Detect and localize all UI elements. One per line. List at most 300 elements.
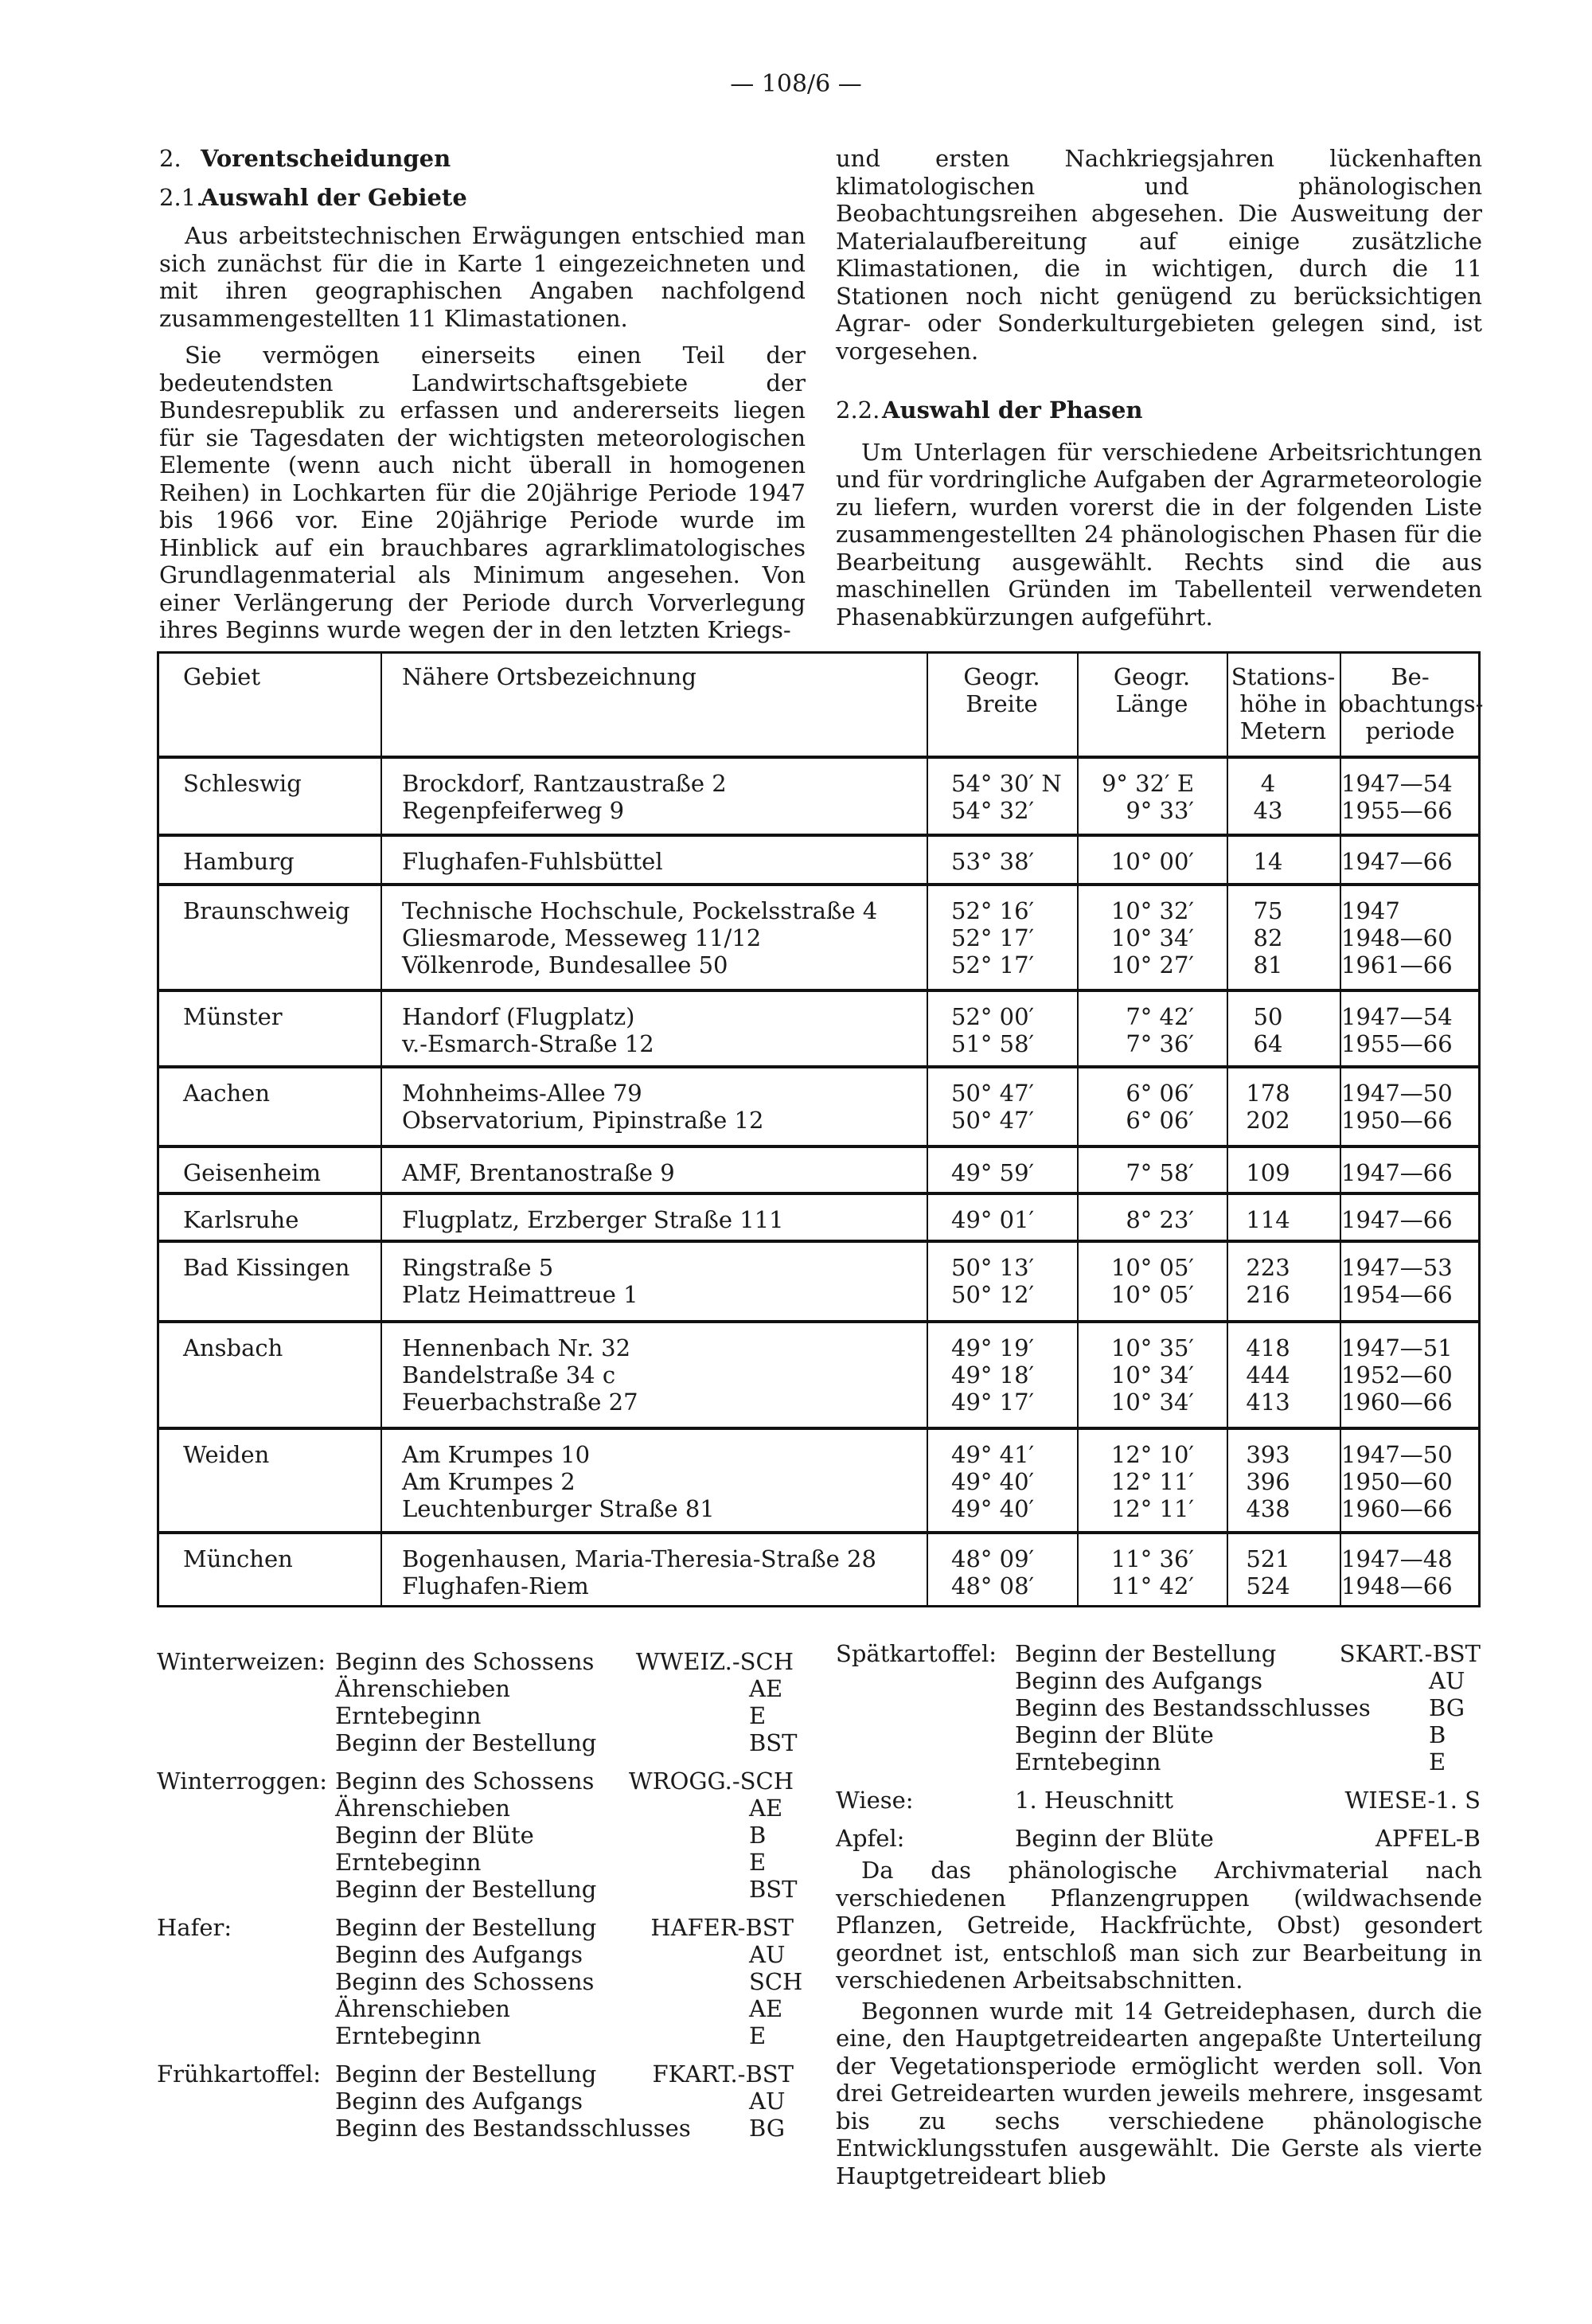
cell-periode-line: 1947—66 bbox=[1341, 1159, 1453, 1186]
cell-ortsbezeichnung-line: Technische Hochschule, Pockelsstraße 4 bbox=[402, 897, 878, 924]
phase-row bbox=[157, 1968, 802, 1995]
cell-breite bbox=[951, 770, 1062, 824]
cell-ortsbezeichnung bbox=[402, 1206, 784, 1233]
cell-periode-line: 1960—66 bbox=[1341, 1389, 1453, 1416]
cell-laenge-line: 10° 34′ bbox=[1110, 924, 1194, 951]
crop-label: Winterroggen: bbox=[157, 1767, 327, 1795]
cell-breite-line: 52° 00′ bbox=[951, 1003, 1035, 1030]
phase-row bbox=[157, 1876, 802, 1903]
phase-row bbox=[836, 1825, 1482, 1852]
cell-periode-line: 1952—60 bbox=[1341, 1361, 1453, 1389]
crop-label: Winterweizen: bbox=[157, 1648, 326, 1675]
phase-abbreviation: B bbox=[1429, 1721, 1446, 1748]
cell-stationshoehe-line: 393 bbox=[1246, 1441, 1290, 1468]
phase-name: Beginn der Bestellung bbox=[335, 2060, 597, 2088]
cell-stationshoehe bbox=[1228, 1254, 1308, 1308]
cell-periode-line: 1948—66 bbox=[1341, 1572, 1453, 1599]
cell-breite bbox=[951, 1080, 1059, 1134]
cell-breite-line: 49° 40′ bbox=[951, 1468, 1035, 1495]
phase-name: Beginn der Bestellung bbox=[335, 1914, 597, 1941]
row-divider bbox=[159, 1320, 1478, 1323]
phase-abbreviation: E bbox=[749, 1702, 767, 1729]
cell-stationshoehe bbox=[1228, 1003, 1308, 1057]
cell-periode-line: 1947—50 bbox=[1341, 1080, 1453, 1107]
cell-ortsbezeichnung-line: Am Krumpes 2 bbox=[402, 1468, 576, 1495]
cell-stationshoehe-line: 82 bbox=[1253, 924, 1283, 951]
cell-laenge-line: 10° 00′ bbox=[1110, 848, 1194, 875]
subsection-title: Auswahl der Phasen bbox=[882, 396, 1143, 424]
cell-stationshoehe-line: 4 bbox=[1260, 770, 1276, 797]
phase-abbreviation: AE bbox=[749, 1995, 783, 2022]
crop-label: Wiese: bbox=[836, 1787, 914, 1814]
cell-breite-line: 49° 41′ bbox=[951, 1441, 1035, 1468]
cell-stationshoehe bbox=[1228, 1080, 1308, 1134]
phase-name: Beginn der Blüte bbox=[1015, 1721, 1214, 1748]
cell-periode-line: 1947—53 bbox=[1341, 1254, 1453, 1281]
cell-breite bbox=[951, 1334, 1059, 1416]
cell-breite-line: 50° 13′ bbox=[951, 1254, 1035, 1281]
cell-periode bbox=[1341, 1545, 1477, 1599]
phase-name: Ährenschieben bbox=[335, 1995, 510, 2022]
subsection-number: 2.2. bbox=[836, 396, 880, 424]
cell-periode-line: 1955—66 bbox=[1341, 1030, 1453, 1057]
right-column-bottom-text bbox=[836, 1857, 1482, 2189]
row-divider bbox=[159, 1427, 1478, 1430]
cell-stationshoehe-line: 223 bbox=[1246, 1254, 1290, 1281]
cell-periode-line: 1948—60 bbox=[1341, 924, 1453, 951]
row-divider bbox=[159, 756, 1478, 759]
cell-ortsbezeichnung-line: Handorf (Flugplatz) bbox=[402, 1003, 635, 1030]
cell-breite bbox=[951, 897, 1059, 978]
cell-laenge bbox=[1083, 1334, 1194, 1416]
row-divider bbox=[159, 1145, 1478, 1148]
phase-row bbox=[157, 2088, 802, 2115]
cell-ortsbezeichnung bbox=[402, 1159, 675, 1186]
cell-stationshoehe bbox=[1228, 1159, 1308, 1186]
cell-laenge bbox=[1083, 770, 1194, 824]
subsection-heading-2-2 bbox=[836, 396, 1482, 424]
phase-row bbox=[157, 1822, 802, 1849]
cell-laenge-line: 6° 06′ bbox=[1126, 1107, 1194, 1134]
cell-gebiet-line: München bbox=[183, 1545, 293, 1572]
phase-row bbox=[157, 1795, 802, 1822]
phase-abbreviation: E bbox=[1429, 1748, 1446, 1775]
cell-periode bbox=[1341, 1159, 1477, 1186]
cell-gebiet bbox=[183, 1545, 293, 1572]
column-divider bbox=[380, 654, 382, 1605]
phase-name: Erntebeginn bbox=[335, 2022, 482, 2049]
phase-row bbox=[157, 1995, 802, 2022]
cell-breite-line: 49° 18′ bbox=[951, 1361, 1035, 1389]
phase-abbreviation: AE bbox=[749, 1795, 783, 1822]
cell-gebiet bbox=[183, 1254, 349, 1281]
subsection-title: Auswahl der Gebiete bbox=[201, 183, 467, 211]
phase-abbreviation: AU bbox=[1429, 1667, 1465, 1694]
cell-periode bbox=[1341, 1003, 1477, 1057]
phase-name: Beginn des Aufgangs bbox=[335, 1941, 583, 1968]
cell-stationshoehe bbox=[1228, 1206, 1308, 1233]
cell-gebiet-line: Aachen bbox=[183, 1080, 270, 1107]
cell-laenge-line: 10° 34′ bbox=[1110, 1361, 1194, 1389]
cell-breite-line: 50° 12′ bbox=[951, 1281, 1035, 1308]
phase-row bbox=[836, 1721, 1482, 1748]
crop-label: Spätkartoffel: bbox=[836, 1640, 997, 1667]
phase-row bbox=[157, 1675, 802, 1702]
cell-gebiet bbox=[183, 848, 295, 875]
phase-abbreviation: WROGG.-SCH bbox=[628, 1767, 794, 1795]
phase-abbreviation: E bbox=[749, 1849, 767, 1876]
station-table bbox=[157, 651, 1484, 1607]
cell-stationshoehe-line: 202 bbox=[1246, 1107, 1290, 1134]
header-breite: Geogr. Breite bbox=[963, 663, 1040, 717]
phase-row bbox=[157, 1648, 802, 1675]
cell-ortsbezeichnung bbox=[402, 1441, 715, 1522]
cell-periode-line: 1950—66 bbox=[1341, 1107, 1453, 1134]
section-heading bbox=[159, 145, 806, 173]
cell-gebiet-line: Hamburg bbox=[183, 848, 295, 875]
cell-stationshoehe-line: 413 bbox=[1246, 1389, 1290, 1416]
paragraph: Sie vermögen einerseits einen Teil der bedeutendsten Landwirtschaftsgebiete der Bundesrepublik zu erfassen und andererseits liegen für sie Tagesdaten der wichtigsten meteorologischen Elemente (wenn auch nicht überall in homogenen Reihen) in Lochkarten für die 20jährige Periode 1947 bis 1966 vor. Eine 20jährige Periode wurde im Hinblick auf ein brauchbares agrarklimatologisches Grundlagenmaterial als Minimum angesehen. Von einer Verlängerung der Periode durch Vorverlegung ihres Beginns wurde wegen der in den letzten Kriegs- bbox=[159, 342, 806, 643]
phase-abbreviation: SKART.-BST bbox=[1339, 1640, 1481, 1667]
cell-laenge-line: 7° 36′ bbox=[1126, 1030, 1194, 1057]
cell-stationshoehe-line: 444 bbox=[1246, 1361, 1290, 1389]
phase-name: Beginn des Aufgangs bbox=[1015, 1667, 1263, 1694]
cell-laenge bbox=[1083, 848, 1194, 875]
cell-gebiet-line: Ansbach bbox=[183, 1334, 283, 1361]
cell-laenge-line: 11° 36′ bbox=[1110, 1545, 1194, 1572]
cell-gebiet-line: Bad Kissingen bbox=[183, 1254, 350, 1281]
cell-stationshoehe-line: 14 bbox=[1253, 848, 1283, 875]
cell-gebiet-line: Weiden bbox=[183, 1441, 270, 1468]
header-ortsbezeichnung: Nähere Ortsbezeichnung bbox=[402, 663, 696, 690]
phase-row bbox=[836, 1694, 1482, 1721]
section-number: 2. bbox=[159, 145, 181, 172]
cell-laenge-line: 10° 27′ bbox=[1110, 951, 1194, 978]
cell-gebiet bbox=[183, 1334, 283, 1361]
cell-breite-line: 54° 32′ bbox=[951, 797, 1035, 824]
cell-stationshoehe-line: 396 bbox=[1246, 1468, 1290, 1495]
cell-ortsbezeichnung-line: Observatorium, Pipinstraße 12 bbox=[402, 1107, 764, 1134]
paragraph: Aus arbeitstechnischen Erwägungen entschied man sich zunächst für die in Karte 1 eingezeichneten und mit ihren geographischen Angaben nachfolgend zusammengestellten 11 Klimastationen. bbox=[159, 222, 806, 332]
paragraph: und ersten Nachkriegsjahren lückenhaften klimatologischen und phänologischen Beobachtungsreihen abgesehen. Die Ausweitung der Materialaufbereitung auf einige zusätzliche Klimastationen, die in wichtigen, durch die 11 Stationen noch nicht genügend zu berücksichtigen Agrar- oder Sonderkulturgebieten gelegen sind, ist vorgesehen. bbox=[836, 145, 1482, 365]
cell-stationshoehe bbox=[1228, 770, 1308, 824]
phase-abbreviation: AU bbox=[749, 2088, 786, 2115]
phase-name: Beginn der Bestellung bbox=[1015, 1640, 1277, 1667]
phase-abbreviation: BG bbox=[1429, 1694, 1465, 1721]
cell-stationshoehe-line: 75 bbox=[1253, 897, 1283, 924]
cell-laenge-line: 8° 23′ bbox=[1126, 1206, 1194, 1233]
phase-abbreviation: B bbox=[749, 1822, 767, 1849]
phase-row bbox=[836, 1640, 1482, 1667]
cell-breite bbox=[951, 1545, 1059, 1599]
cell-breite-line: 52° 17′ bbox=[951, 951, 1035, 978]
cell-ortsbezeichnung-line: Mohnheims-Allee 79 bbox=[402, 1080, 642, 1107]
phase-name: Beginn der Blüte bbox=[335, 1822, 534, 1849]
cell-ortsbezeichnung bbox=[402, 1334, 638, 1416]
cell-laenge bbox=[1083, 1159, 1194, 1186]
row-divider bbox=[159, 1531, 1478, 1534]
cell-breite bbox=[951, 1003, 1059, 1057]
cell-breite-line: 53° 38′ bbox=[951, 848, 1035, 875]
cell-stationshoehe bbox=[1228, 1441, 1308, 1522]
header-stationshoehe: Stations- höhe in Metern bbox=[1231, 663, 1336, 744]
crop-label: Hafer: bbox=[157, 1914, 232, 1941]
cell-ortsbezeichnung bbox=[402, 1003, 654, 1057]
phase-abbreviation: BST bbox=[749, 1729, 798, 1756]
cell-ortsbezeichnung bbox=[402, 897, 877, 978]
row-divider bbox=[159, 1240, 1478, 1243]
cell-stationshoehe-line: 521 bbox=[1246, 1545, 1290, 1572]
cell-ortsbezeichnung-line: Gliesmarode, Messeweg 11/12 bbox=[402, 924, 762, 951]
cell-periode bbox=[1341, 770, 1477, 824]
cell-stationshoehe-line: 178 bbox=[1246, 1080, 1290, 1107]
cell-ortsbezeichnung bbox=[402, 848, 663, 875]
cell-breite-line: 52° 16′ bbox=[951, 897, 1035, 924]
cell-stationshoehe bbox=[1228, 1334, 1308, 1416]
cell-stationshoehe-line: 81 bbox=[1253, 951, 1283, 978]
cell-laenge bbox=[1083, 1254, 1194, 1308]
phase-name: Beginn des Bestandsschlusses bbox=[335, 2115, 691, 2142]
right-column-text bbox=[836, 145, 1482, 631]
cell-gebiet bbox=[183, 1159, 321, 1186]
phase-name: Ährenschieben bbox=[335, 1675, 510, 1702]
cell-ortsbezeichnung bbox=[402, 1080, 763, 1134]
phase-abbreviation: SCH bbox=[749, 1968, 803, 1995]
cell-stationshoehe-line: 43 bbox=[1253, 797, 1283, 824]
cell-breite-line: 50° 47′ bbox=[951, 1107, 1035, 1134]
cell-periode-line: 1947—54 bbox=[1341, 770, 1453, 797]
cell-gebiet-line: Münster bbox=[183, 1003, 283, 1030]
cell-ortsbezeichnung-line: Völkenrode, Bundesallee 50 bbox=[402, 951, 728, 978]
phase-row bbox=[157, 1767, 802, 1795]
cell-laenge-line: 10° 05′ bbox=[1110, 1281, 1194, 1308]
cell-breite bbox=[951, 1441, 1059, 1522]
cell-laenge-line: 12° 10′ bbox=[1110, 1441, 1194, 1468]
phase-row bbox=[157, 1702, 802, 1729]
cell-laenge-line: 12° 11′ bbox=[1110, 1495, 1194, 1522]
cell-ortsbezeichnung-line: Bogenhausen, Maria-Theresia-Straße 28 bbox=[402, 1545, 876, 1572]
cell-ortsbezeichnung-line: Flughafen-Fuhlsbüttel bbox=[402, 848, 663, 875]
cell-gebiet bbox=[183, 1003, 283, 1030]
cell-gebiet-line: Geisenheim bbox=[183, 1159, 321, 1186]
cell-periode-line: 1947—48 bbox=[1341, 1545, 1453, 1572]
cell-ortsbezeichnung-line: Ringstraße 5 bbox=[402, 1254, 554, 1281]
cell-breite-line: 49° 59′ bbox=[951, 1159, 1035, 1186]
cell-breite-line: 54° 30′ N bbox=[951, 770, 1062, 797]
phase-row bbox=[157, 2115, 802, 2142]
cell-breite bbox=[951, 1254, 1059, 1308]
row-divider bbox=[159, 834, 1478, 837]
cell-breite-line: 49° 01′ bbox=[951, 1206, 1035, 1233]
cell-breite bbox=[951, 1206, 1059, 1233]
column-divider bbox=[1077, 654, 1079, 1605]
cell-laenge bbox=[1083, 1441, 1194, 1522]
cell-ortsbezeichnung-line: v.-Esmarch-Straße 12 bbox=[402, 1030, 654, 1057]
cell-gebiet bbox=[183, 1080, 270, 1107]
cell-ortsbezeichnung-line: Feuerbachstraße 27 bbox=[402, 1389, 638, 1416]
paragraph: Begonnen wurde mit 14 Getreidephasen, durch die eine, den Hauptgetreidearten angepaßte Unterteilung der Vegetationsperiode ermöglicht werden soll. Von drei Getreidearten wurden jeweils mehrere, insgesamt bis zu sechs verschiedene phänologische Entwicklungsstufen ausgewählt. Die Gerste als vierte Hauptgetreideart blieb bbox=[836, 1997, 1482, 2189]
cell-gebiet bbox=[183, 770, 302, 797]
cell-periode bbox=[1341, 1080, 1477, 1134]
phase-row bbox=[157, 1914, 802, 1941]
column-divider bbox=[927, 654, 928, 1605]
cell-periode-line: 1947—66 bbox=[1341, 1206, 1453, 1233]
cell-laenge-line: 9° 33′ bbox=[1126, 797, 1194, 824]
cell-laenge-line: 7° 42′ bbox=[1126, 1003, 1194, 1030]
cell-breite bbox=[951, 848, 1059, 875]
row-divider bbox=[159, 1065, 1478, 1068]
left-column-text bbox=[159, 145, 806, 644]
phase-row bbox=[836, 1787, 1482, 1814]
cell-periode-line: 1947 bbox=[1341, 897, 1400, 924]
phase-row bbox=[157, 1941, 802, 1968]
cell-breite-line: 49° 17′ bbox=[951, 1389, 1035, 1416]
phase-row bbox=[157, 1849, 802, 1876]
phase-name: Beginn der Bestellung bbox=[335, 1729, 597, 1756]
crop-label: Frühkartoffel: bbox=[157, 2060, 321, 2088]
cell-periode bbox=[1341, 848, 1477, 875]
cell-gebiet-line: Braunschweig bbox=[183, 897, 350, 924]
phase-row bbox=[836, 1748, 1482, 1775]
cell-ortsbezeichnung-line: Flughafen-Riem bbox=[402, 1572, 589, 1599]
cell-laenge-line: 10° 05′ bbox=[1110, 1254, 1194, 1281]
phase-list-right bbox=[836, 1640, 1482, 1852]
phase-abbreviation: E bbox=[749, 2022, 767, 2049]
row-divider bbox=[159, 1192, 1478, 1195]
phase-name: Ährenschieben bbox=[335, 1795, 510, 1822]
cell-stationshoehe-line: 438 bbox=[1246, 1495, 1290, 1522]
crop-label: Apfel: bbox=[836, 1825, 905, 1852]
paragraph: Da das phänologische Archivmaterial nach verschiedenen Pflanzengruppen (wildwachsende Pflanzen, Getreide, Hackfrüchte, Obst) gesondert geordnet ist, entschloß man sich zur Bearbeitung in verschiedenen Arbeitsabschnitten. bbox=[836, 1857, 1482, 1994]
cell-laenge-line: 11° 42′ bbox=[1110, 1572, 1194, 1599]
phase-row bbox=[157, 2022, 802, 2049]
header-beobachtungsperiode: Be- obachtungs- periode bbox=[1340, 663, 1484, 744]
cell-periode-line: 1947—66 bbox=[1341, 848, 1453, 875]
row-divider bbox=[159, 883, 1478, 886]
cell-gebiet-line: Schleswig bbox=[183, 770, 302, 797]
cell-periode-line: 1947—51 bbox=[1341, 1334, 1453, 1361]
cell-breite-line: 50° 47′ bbox=[951, 1080, 1035, 1107]
cell-ortsbezeichnung bbox=[402, 1545, 876, 1599]
cell-stationshoehe-line: 114 bbox=[1246, 1206, 1290, 1233]
section-title: Vorentscheidungen bbox=[201, 145, 451, 172]
cell-breite-line: 52° 17′ bbox=[951, 924, 1035, 951]
cell-ortsbezeichnung-line: Flugplatz, Erzberger Straße 111 bbox=[402, 1206, 784, 1233]
cell-stationshoehe-line: 64 bbox=[1253, 1030, 1283, 1057]
phase-name: Beginn des Schossens bbox=[335, 1767, 595, 1795]
cell-laenge-line: 12° 11′ bbox=[1110, 1468, 1194, 1495]
cell-periode bbox=[1341, 1441, 1477, 1522]
cell-ortsbezeichnung bbox=[402, 770, 727, 824]
cell-periode bbox=[1341, 897, 1477, 978]
cell-gebiet-line: Karlsruhe bbox=[183, 1206, 299, 1233]
phase-name: 1. Heuschnitt bbox=[1015, 1787, 1174, 1814]
phase-abbreviation: HAFER-BST bbox=[650, 1914, 794, 1941]
subsection-number: 2.1. bbox=[159, 183, 204, 211]
cell-periode-line: 1955—66 bbox=[1341, 797, 1453, 824]
phase-abbreviation: BST bbox=[749, 1876, 798, 1903]
paragraph: Um Unterlagen für verschiedene Arbeitsrichtungen und für vordringliche Aufgaben der Agrarmeteorologie zu liefern, wurden vorerst die in der folgenden Liste zusammengestellten 24 phänologischen Phasen für die Bearbeitung ausgewählt. Rechts sind die aus maschinellen Gründen im Tabellenteil verwendeten Phasenabkürzungen aufgeführt. bbox=[836, 438, 1482, 631]
cell-periode-line: 1947—54 bbox=[1341, 1003, 1453, 1030]
cell-laenge-line: 10° 34′ bbox=[1110, 1389, 1194, 1416]
phase-name: Beginn der Blüte bbox=[1015, 1825, 1214, 1852]
cell-ortsbezeichnung-line: Leuchtenburger Straße 81 bbox=[402, 1495, 715, 1522]
phase-abbreviation: AU bbox=[749, 1941, 786, 1968]
cell-laenge bbox=[1083, 1080, 1194, 1134]
cell-ortsbezeichnung bbox=[402, 1254, 638, 1308]
phase-name: Erntebeginn bbox=[1015, 1748, 1161, 1775]
phase-name: Beginn des Aufgangs bbox=[335, 2088, 583, 2115]
cell-laenge bbox=[1083, 1003, 1194, 1057]
cell-ortsbezeichnung-line: Regenpfeiferweg 9 bbox=[402, 797, 625, 824]
cell-stationshoehe-line: 418 bbox=[1246, 1334, 1290, 1361]
cell-ortsbezeichnung-line: AMF, Brentanostraße 9 bbox=[402, 1159, 675, 1186]
cell-breite-line: 49° 40′ bbox=[951, 1495, 1035, 1522]
cell-ortsbezeichnung-line: Bandelstraße 34 c bbox=[402, 1361, 616, 1389]
cell-periode-line: 1960—66 bbox=[1341, 1495, 1453, 1522]
phase-abbreviation: FKART.-BST bbox=[652, 2060, 794, 2088]
cell-laenge bbox=[1083, 1545, 1194, 1599]
row-divider bbox=[159, 989, 1478, 992]
phase-name: Beginn der Bestellung bbox=[335, 1876, 597, 1903]
cell-periode-line: 1961—66 bbox=[1341, 951, 1453, 978]
phase-name: Beginn des Bestandsschlusses bbox=[1015, 1694, 1371, 1721]
phase-abbreviation: WWEIZ.-SCH bbox=[635, 1648, 794, 1675]
cell-laenge-line: 6° 06′ bbox=[1126, 1080, 1194, 1107]
phase-row bbox=[157, 1729, 802, 1756]
cell-breite bbox=[951, 1159, 1059, 1186]
cell-stationshoehe-line: 524 bbox=[1246, 1572, 1290, 1599]
cell-periode-line: 1947—50 bbox=[1341, 1441, 1453, 1468]
phase-name: Beginn des Schossens bbox=[335, 1648, 595, 1675]
cell-laenge bbox=[1083, 897, 1194, 978]
cell-periode bbox=[1341, 1206, 1477, 1233]
cell-stationshoehe bbox=[1228, 1545, 1308, 1599]
cell-ortsbezeichnung-line: Hennenbach Nr. 32 bbox=[402, 1334, 631, 1361]
phase-name: Erntebeginn bbox=[335, 1702, 482, 1729]
phase-name: Beginn des Schossens bbox=[335, 1968, 595, 1995]
cell-stationshoehe bbox=[1228, 897, 1308, 978]
cell-breite-line: 48° 08′ bbox=[951, 1572, 1035, 1599]
cell-laenge-line: 10° 35′ bbox=[1110, 1334, 1194, 1361]
phase-abbreviation: APFEL-B bbox=[1375, 1825, 1481, 1852]
cell-laenge-line: 10° 32′ bbox=[1110, 897, 1194, 924]
cell-gebiet bbox=[183, 1441, 269, 1468]
cell-ortsbezeichnung-line: Am Krumpes 10 bbox=[402, 1441, 591, 1468]
cell-stationshoehe-line: 109 bbox=[1246, 1159, 1290, 1186]
cell-periode-line: 1954—66 bbox=[1341, 1281, 1453, 1308]
subsection-heading-2-1 bbox=[159, 184, 806, 212]
cell-stationshoehe-line: 216 bbox=[1246, 1281, 1290, 1308]
cell-laenge-line: 7° 58′ bbox=[1126, 1159, 1194, 1186]
phase-abbreviation: BG bbox=[749, 2115, 786, 2142]
cell-laenge bbox=[1083, 1206, 1194, 1233]
phase-name: Erntebeginn bbox=[335, 1849, 482, 1876]
header-laenge: Geogr. Länge bbox=[1113, 663, 1191, 717]
cell-stationshoehe-line: 50 bbox=[1253, 1003, 1283, 1030]
cell-stationshoehe bbox=[1228, 848, 1308, 875]
cell-ortsbezeichnung-line: Brockdorf, Rantzaustraße 2 bbox=[402, 770, 727, 797]
cell-gebiet bbox=[183, 897, 349, 924]
cell-breite-line: 48° 09′ bbox=[951, 1545, 1035, 1572]
cell-laenge-line: 9° 32′ E bbox=[1101, 770, 1194, 797]
phase-abbreviation: AE bbox=[749, 1675, 783, 1702]
phase-row bbox=[157, 2060, 802, 2088]
cell-breite-line: 49° 19′ bbox=[951, 1334, 1035, 1361]
cell-ortsbezeichnung-line: Platz Heimattreue 1 bbox=[402, 1281, 638, 1308]
header-gebiet: Gebiet bbox=[183, 663, 260, 690]
phase-list-left bbox=[157, 1648, 802, 2142]
